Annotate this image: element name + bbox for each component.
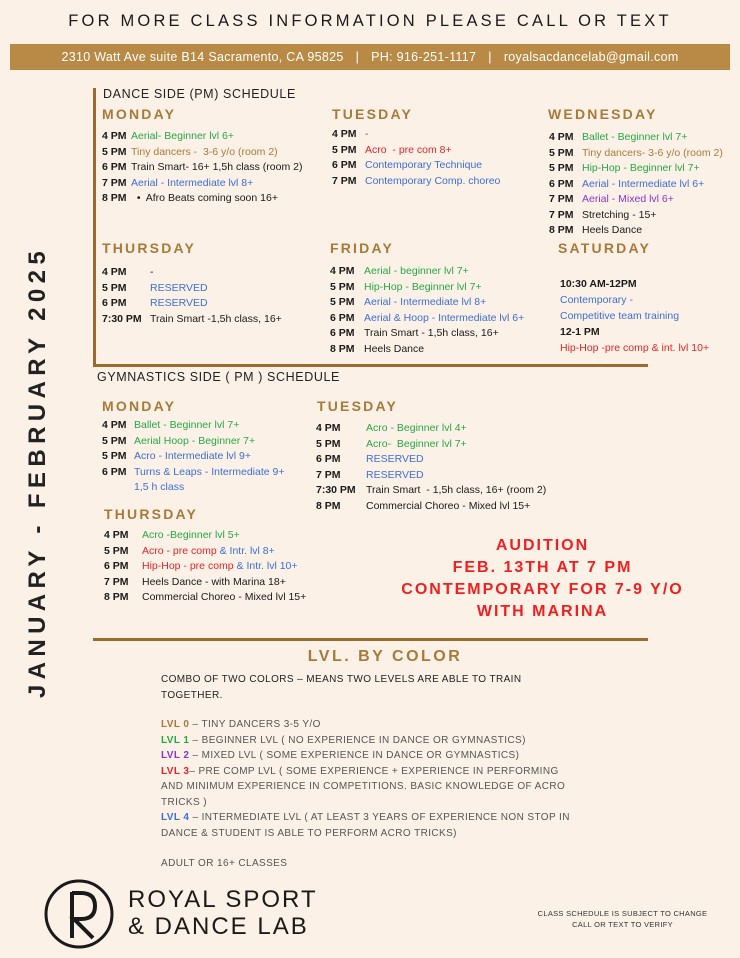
class-name: Tiny dancers - 3-6 y/o (room 2) [131, 145, 278, 158]
class-name: Turns & Leaps - Intermediate 9+ [134, 465, 285, 478]
class-name: Aerial - Intermediate lvl 6+ [582, 177, 705, 190]
schedule-row [332, 127, 500, 143]
dance-monday-heading: MONDAY [102, 106, 177, 122]
class-time: 7:30 PM [102, 312, 142, 325]
class-time: 4 PM [102, 130, 127, 142]
class-time: 7 PM [104, 575, 129, 588]
class-time: 8 PM [102, 192, 127, 204]
schedule-row [330, 295, 524, 311]
class-time: 6 PM [316, 453, 341, 465]
gym-tuesday-list [316, 421, 546, 514]
level-description: – BEGINNER LVL ( NO EXPERIENCE IN DANCE OR GYMNASTICS) [189, 734, 526, 746]
class-name: Heels Dance - with Marina 18+ [142, 575, 286, 588]
class-time: 8 PM [316, 499, 341, 512]
schedule-row [102, 418, 284, 434]
class-time: 6 PM [102, 465, 127, 478]
class-time: 5 PM [332, 143, 357, 156]
level-0 [161, 717, 571, 733]
gym-schedule-title: GYMNASTICS SIDE ( PM ) SCHEDULE [97, 370, 340, 384]
class-time: 6 PM [104, 560, 129, 572]
class-name: Train Smart -1,5h class, 16+ [150, 312, 282, 325]
schedule-row [104, 575, 306, 591]
schedule-row [102, 265, 282, 281]
class-time: 7 PM [102, 176, 127, 189]
logo-mark [43, 878, 115, 950]
schedule-row [102, 434, 284, 450]
gym-tuesday-heading: TUESDAY [317, 398, 399, 414]
dance-wednesday-list [549, 130, 723, 239]
class-time: 7 PM [549, 208, 574, 221]
level-3 [161, 764, 571, 811]
class-name: Commercial Choreo - Mixed lvl 15+ [142, 591, 307, 603]
class-name: RESERVED [366, 468, 424, 481]
class-time: 6 PM [549, 177, 574, 190]
schedule-row [102, 480, 284, 496]
adult-classes-note: ADULT OR 16+ CLASSES [161, 858, 288, 869]
level-description: – INTERMEDIATE LVL ( AT LEAST 3 YEARS OF EXPERIENCE NON STOP IN DANCE & STUDENT IS ABLE TO PERFORM ACRO TRICKS) [161, 812, 570, 839]
dance-thursday-list [102, 265, 282, 327]
class-name: Acro - pre comp [142, 544, 220, 557]
audition-line-3: CONTEMPORARY FOR 7-9 Y/O [401, 581, 684, 598]
class-time: 4 PM [104, 529, 129, 541]
schedule-row [330, 326, 524, 342]
dance-wednesday-heading: WEDNESDAY [548, 106, 658, 122]
class-name: Aerial - Mixed lvl 6+ [582, 193, 674, 205]
schedule-row [330, 311, 524, 327]
class-name: Acro - Intermediate lvl 9+ [134, 450, 252, 462]
level-1 [161, 733, 571, 749]
dance-friday-list [330, 264, 524, 357]
logo-line-2: & DANCE LAB [128, 913, 309, 940]
separator: | [355, 50, 360, 64]
class-name: Aerial & Hoop - Intermediate lvl 6+ [364, 311, 525, 324]
schedule-row [102, 312, 282, 328]
schedule-row [102, 191, 302, 207]
class-name: Contemporary Technique [365, 159, 483, 171]
class-name: Hip-Hop - Beginner lvl 7+ [364, 280, 482, 293]
class-name: Acro - pre com 8+ [365, 143, 452, 156]
dance-tuesday-list [332, 127, 500, 189]
schedule-row [316, 437, 546, 453]
audition-announcement [370, 535, 715, 623]
class-time: 6 PM [330, 311, 355, 324]
class-name: RESERVED [150, 297, 208, 309]
schedule-row [104, 544, 306, 560]
dance-thursday-heading: THURSDAY [102, 240, 197, 256]
schedule-row [102, 449, 284, 465]
level-2 [161, 748, 571, 764]
class-name: - [150, 266, 154, 278]
class-name: & Intr. lvl 10+ [236, 560, 298, 572]
class-name: Stretching - 15+ [582, 208, 657, 221]
class-name: RESERVED [150, 281, 208, 294]
class-time: 5 PM [102, 434, 127, 447]
schedule-row [549, 161, 723, 177]
dance-tuesday-heading: TUESDAY [332, 106, 414, 122]
gym-monday-heading: MONDAY [102, 398, 177, 414]
class-name: - [365, 128, 369, 140]
class-time: 4 PM [316, 422, 341, 434]
level-label: LVL 3 [161, 765, 190, 777]
class-name: Aerial - beginner lvl 7+ [364, 265, 469, 277]
schedule-row [316, 483, 546, 499]
schedule-row [102, 465, 284, 481]
class-time: 5 PM [330, 296, 355, 308]
class-time: 5 PM [102, 145, 127, 158]
schedule-row [102, 296, 282, 312]
levels-list [161, 717, 571, 841]
class-name: Contemporary Comp. choreo [365, 174, 501, 187]
schedule-row [330, 280, 524, 296]
class-time: 7 PM [549, 193, 574, 205]
schedule-row [102, 129, 302, 145]
levels-combo-note: COMBO OF TWO COLORS – MEANS TWO LEVELS ARE ABLE TO TRAIN TOGETHER. [161, 674, 522, 701]
audition-line-2: FEB. 13TH AT 7 PM [452, 559, 633, 576]
schedule-row [549, 192, 723, 208]
class-name: Aerial - Intermediate lvl 8+ [364, 296, 487, 308]
class-name: Train Smart- 16+ 1,5h class (room 2) [131, 161, 303, 173]
class-name: Commercial Choreo - Mixed lvl 15+ [366, 499, 531, 512]
gym-thursday-list [104, 528, 306, 606]
logo-wordmark [128, 886, 318, 940]
schedule-row [102, 176, 302, 192]
class-name: RESERVED [366, 453, 424, 465]
logo-line-1: ROYAL SPORT [128, 886, 318, 913]
vertical-title [18, 227, 58, 717]
note-line-2: CALL OR TEXT TO VERIFY [572, 920, 673, 929]
class-time: 8 PM [330, 342, 355, 355]
class-name: Aerial Hoop - Beginner 7+ [134, 434, 256, 447]
dance-left-border [93, 88, 96, 366]
email-link[interactable]: royalsacdancelab@gmail.com [503, 50, 679, 64]
dance-monday-list [102, 129, 302, 207]
level-4 [161, 810, 571, 841]
dance-friday-heading: FRIDAY [330, 240, 395, 256]
class-name: Hip-Hop - Beginner lvl 7+ [582, 162, 700, 174]
saturday-time-1: 10:30 AM-12PM [560, 278, 637, 290]
dance-saturday-list [560, 276, 709, 356]
schedule-row [549, 177, 723, 193]
class-name: Aerial- Beginner lvl 6+ [131, 130, 235, 142]
contact-banner [10, 44, 730, 70]
schedule-row [332, 174, 500, 190]
schedule-row [549, 208, 723, 224]
class-time: 4 PM [549, 131, 574, 143]
level-label: LVL 1 [161, 734, 190, 746]
class-name: Train Smart - 1,5h class, 16+ [364, 327, 499, 339]
schedule-row [330, 264, 524, 280]
class-time: 7 PM [316, 468, 341, 481]
schedule-row [102, 281, 282, 297]
schedule-row [104, 528, 306, 544]
audition-line-1: AUDITION [495, 537, 590, 554]
phone-text: PH: 916-251-1117 [371, 50, 477, 64]
level-description: – PRE COMP LVL ( SOME EXPERIENCE + EXPERIENCE IN PERFORMING AND MINIMUM EXPERIENCE IN COMPETITIONS. BASIC KNOWLEDGE OF ACRO TRICKS ) [161, 765, 566, 808]
class-time: 4 PM [102, 419, 127, 431]
separator: | [488, 50, 492, 64]
class-name: Acro -Beginner lvl 5+ [142, 529, 240, 541]
saturday-class-1b: Competitive team training [560, 310, 680, 322]
dance-schedule-title: DANCE SIDE (PM) SCHEDULE [103, 87, 296, 101]
class-time: 5 PM [549, 146, 574, 159]
class-time: 4 PM [330, 265, 355, 277]
class-name: Tiny dancers- 3-6 y/o (room 2) [582, 146, 723, 159]
class-time: 7:30 PM [316, 484, 356, 496]
schedule-row [316, 468, 546, 484]
schedule-row [549, 223, 723, 239]
class-name: & Intr. lvl 8+ [219, 544, 275, 557]
saturday-class-2: Hip-Hop -pre comp & int. lvl 10+ [560, 342, 710, 354]
class-time: 4 PM [332, 128, 357, 140]
gym-thursday-heading: THURSDAY [104, 506, 199, 522]
note-line-1: CLASS SCHEDULE IS SUBJECT TO CHANGE [537, 909, 708, 918]
levels-top-border [93, 638, 648, 641]
class-name: Aerial - Intermediate lvl 8+ [131, 176, 254, 189]
class-time: 5 PM [104, 544, 129, 557]
schedule-row [332, 143, 500, 159]
class-name: Ballet - Beginner lvl 7+ [134, 419, 240, 431]
schedule-row [330, 342, 524, 358]
class-name: Acro- Beginner lvl 7+ [366, 437, 467, 450]
saturday-class-1a: Contemporary - [560, 294, 633, 306]
vertical-title-text: JANUARY - FEBRUARY 2025 [24, 245, 51, 699]
schedule-row [102, 160, 302, 176]
class-name: Heels Dance [582, 224, 643, 236]
schedule-row [549, 130, 723, 146]
schedule-change-note [530, 908, 715, 930]
level-description: – MIXED LVL ( SOME EXPERIENCE IN DANCE OR GYMNASTICS) [189, 750, 520, 761]
schedule-row [316, 499, 546, 515]
schedule-row [316, 421, 546, 437]
schedule-row [102, 145, 302, 161]
class-name: • Afro Beats coming soon 16+ [131, 192, 278, 204]
level-label: LVL 2 [161, 750, 190, 761]
address-text: 2310 Watt Ave suite B14 Sacramento, CA 95825 [61, 50, 344, 64]
class-time: 5 PM [102, 281, 127, 294]
class-name: Hip-Hop - pre comp [142, 560, 237, 572]
levels-title: LVL. BY COLOR [307, 648, 463, 665]
class-time: 6 PM [330, 327, 355, 339]
schedule-row [316, 452, 546, 468]
audition-line-4: WITH MARINA [476, 603, 609, 620]
schedule-row [332, 158, 500, 174]
class-time: 8 PM [549, 224, 574, 236]
level-description: – TINY DANCERS 3-5 Y/O [189, 719, 321, 730]
class-name: Acro - Beginner lvl 4+ [366, 422, 467, 434]
class-time: 5 PM [549, 162, 574, 174]
dance-bottom-border [93, 364, 648, 367]
class-name: Heels Dance [364, 342, 425, 355]
class-time: 5 PM [102, 450, 127, 462]
class-time: 8 PM [104, 591, 129, 603]
saturday-time-2: 12-1 PM [560, 326, 600, 338]
level-label: LVL 4 [161, 812, 190, 823]
class-time: 5 PM [316, 437, 341, 450]
class-time: 6 PM [332, 159, 357, 171]
page-title: FOR MORE CLASS INFORMATION PLEASE CALL OR TEXT [68, 12, 672, 30]
dance-saturday-heading: SATURDAY [558, 240, 652, 256]
schedule-row [104, 590, 306, 606]
schedule-row [104, 559, 306, 575]
class-time: 5 PM [330, 280, 355, 293]
class-name: Ballet - Beginner lvl 7+ [582, 131, 688, 143]
level-label: LVL 0 [161, 719, 190, 730]
class-time: 7 PM [332, 174, 357, 187]
gym-monday-list [102, 418, 284, 496]
class-time: 6 PM [102, 161, 127, 173]
class-time: 6 PM [102, 297, 127, 309]
class-name: Train Smart - 1,5h class, 16+ (room 2) [366, 484, 547, 496]
class-name: 1,5 h class [134, 481, 185, 493]
class-time: 4 PM [102, 266, 127, 278]
schedule-row [549, 146, 723, 162]
